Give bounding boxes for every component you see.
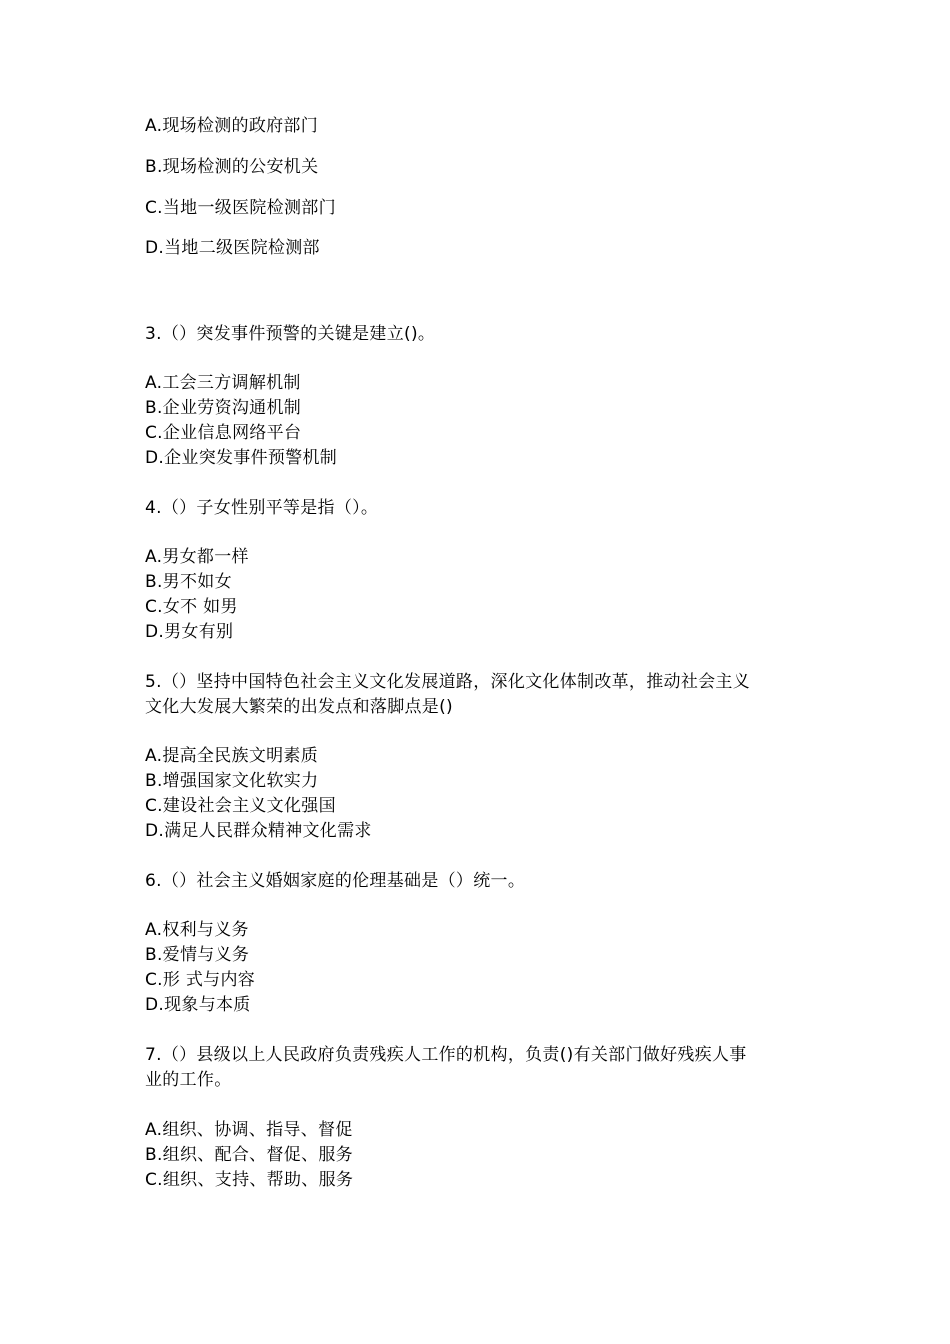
q2-option-c: C.当地一级医院检测部门 — [145, 198, 336, 218]
q6-option-a: A.权利与义务 — [145, 920, 249, 940]
q3-option-b: B.企业劳资沟通机制 — [145, 398, 302, 418]
q7-option-b: B.组织、配合、督促、服务 — [145, 1145, 353, 1165]
q3-option-c: C.企业信息网络平台 — [145, 423, 302, 443]
q7-stem-line1: 7.（）县级以上人民政府负责残疾人工作的机构，负责()有关部门做好残疾人事 — [145, 1045, 747, 1065]
q2-option-b: B.现场检测的公安机关 — [145, 157, 319, 177]
q2-option-d: D.当地二级医院检测部 — [145, 238, 320, 258]
q3-option-d: D.企业突发事件预警机制 — [145, 448, 338, 468]
q4-option-a: A.男女都一样 — [145, 547, 249, 567]
q2-option-a: A.现场检测的政府部门 — [145, 116, 319, 136]
q5-option-c: C.建设社会主义文化强国 — [145, 796, 336, 816]
q4-option-c: C.女不 如男 — [145, 597, 238, 617]
q4-option-d: D.男女有别 — [145, 622, 234, 642]
q4-option-b: B.男不如女 — [145, 572, 232, 592]
q6-option-c: C.形 式与内容 — [145, 970, 256, 990]
q4-stem: 4.（）子女性别平等是指（）。 — [145, 498, 379, 518]
q5-option-d: D.满足人民群众精神文化需求 — [145, 821, 372, 841]
q5-stem-line2: 文化大发展大繁荣的出发点和落脚点是() — [145, 697, 453, 717]
q5-option-a: A.提高全民族文明素质 — [145, 746, 319, 766]
q5-option-b: B.增强国家文化软实力 — [145, 771, 319, 791]
q3-option-a: A.工会三方调解机制 — [145, 373, 301, 393]
q6-option-d: D.现象与本质 — [145, 995, 251, 1015]
q7-option-a: A.组织、协调、指导、督促 — [145, 1120, 353, 1140]
q7-option-c: C.组织、支持、帮助、服务 — [145, 1170, 354, 1190]
q3-stem: 3.（）突发事件预警的关键是建立()。 — [145, 324, 436, 344]
q7-stem-line2: 业的工作。 — [145, 1070, 232, 1090]
q6-stem: 6.（）社会主义婚姻家庭的伦理基础是（）统一。 — [145, 871, 526, 891]
q5-stem-line1: 5.（）坚持中国特色社会主义文化发展道路，深化文化体制改革，推动社会主义 — [145, 672, 751, 692]
q6-option-b: B.爱情与义务 — [145, 945, 250, 965]
